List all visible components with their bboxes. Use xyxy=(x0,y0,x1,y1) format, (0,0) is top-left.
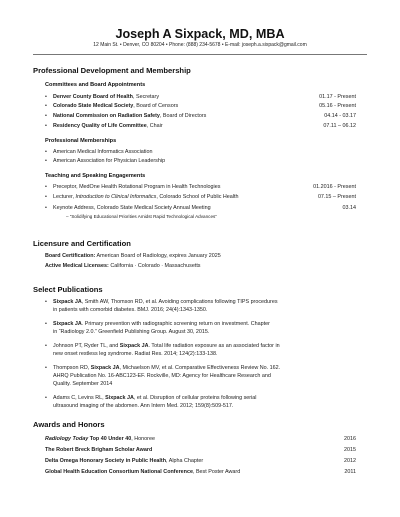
citation-text: Thompson RD, xyxy=(53,365,91,371)
course-title: Introduction to Clinical Informatics xyxy=(75,194,157,200)
citation-text: , Smith AW, Thomson RD, et al. Avoiding complications following TIPS procedures xyxy=(81,299,278,305)
contact-line: 12 Main St. • Denver, CO 80204 • Phone: (888) 234-5678 • E-mail: joseph.a.sixpack@gmail.com xyxy=(93,42,307,48)
citation-text: Quality. September 2014 xyxy=(53,381,113,387)
bullet: • xyxy=(45,343,47,349)
citation-line xyxy=(53,364,315,372)
award-name-suffix: Top 40 Under 40 xyxy=(88,436,132,442)
citation-line xyxy=(53,298,315,306)
committee-dates: 05.16 - Present xyxy=(319,103,356,109)
citation-text: AHRQ Publication No. 16-ABC123-EF. Rockville, MD: Agency for Healthcare Research and xyxy=(53,373,271,379)
bullet: • xyxy=(45,103,47,109)
section-heading-awards: Awards and Honors xyxy=(33,420,105,429)
award-year: 2015 xyxy=(344,447,356,453)
board-certification-value: American Board of Radiology, expires January 2025 xyxy=(95,253,221,259)
citation-line xyxy=(53,394,315,402)
section-heading-licensure: Licensure and Certification xyxy=(33,239,131,248)
teaching-dates: 03.14 xyxy=(342,205,356,211)
citation-text: ultrasound imaging of the abdomen. Ann Intern Med. 2012; 159(8):509-517. xyxy=(53,403,234,409)
publication-item xyxy=(45,394,315,410)
publication-citation xyxy=(45,342,315,358)
citation-text: in patients with comorbid diabetes. BMJ. 2016; 24(4):1343-1350. xyxy=(53,307,208,313)
medical-licenses-line xyxy=(45,262,356,270)
membership-item xyxy=(45,157,356,165)
publication-citation xyxy=(45,394,315,410)
bullet: • xyxy=(45,395,47,401)
citation-line xyxy=(53,402,315,410)
board-certification-label: Board Certification: xyxy=(45,253,96,259)
committee-role: , Secretary xyxy=(132,94,160,100)
teaching-item xyxy=(45,204,356,212)
award-year: 2016 xyxy=(344,436,356,442)
author-highlight: Sixpack JA xyxy=(53,299,82,305)
bullet: • xyxy=(45,149,47,155)
award-detail: , Honoree xyxy=(131,436,155,442)
award-detail: , Best Poster Award xyxy=(192,469,241,475)
subheading-teaching: Teaching and Speaking Engagements xyxy=(45,173,146,179)
subheading-committees: Committees and Board Appointments xyxy=(45,82,146,88)
committee-dates: 04.14 - 03.17 xyxy=(324,113,356,119)
author-highlight: Sixpack JA xyxy=(119,343,149,349)
teaching-role: Lecturer, xyxy=(53,194,76,200)
committee-dates: 01.17 - Present xyxy=(319,94,356,100)
bullet: • xyxy=(45,158,47,164)
medical-licenses-label: Active Medical Licenses: xyxy=(45,263,109,269)
bullet: • xyxy=(45,365,47,371)
publication-citation xyxy=(45,364,315,388)
citation-line xyxy=(53,320,315,328)
section-heading-publications: Select Publications xyxy=(33,285,103,294)
bullet: • xyxy=(45,123,47,129)
award-item xyxy=(45,435,356,443)
committee-item xyxy=(45,102,356,110)
keynote-title-note: – “Solidifying Educational Priorities Amidst Rapid Technological Advances” xyxy=(66,214,217,219)
teaching-dates: 07.15 – Present xyxy=(317,194,356,200)
publication-item xyxy=(45,320,315,336)
citation-text: Johnson PT, Ryder TL, and xyxy=(53,343,120,349)
membership-name: American Association for Physician Leadership xyxy=(53,158,166,164)
board-certification-line xyxy=(45,252,356,260)
award-item xyxy=(45,468,356,476)
committee-item xyxy=(45,122,356,130)
teaching-role: Keynote Address, Colorado State Medical Society Annual Meeting xyxy=(53,205,211,211)
bullet: • xyxy=(45,184,47,190)
header-divider xyxy=(33,54,367,55)
award-detail: , Alpha Chapter xyxy=(166,458,204,464)
teaching-institution: , Colorado School of Public Health xyxy=(156,194,239,200)
award-year: 2011 xyxy=(344,469,356,475)
committee-name: Colorado State Medical Society xyxy=(53,103,134,109)
citation-line xyxy=(53,372,315,380)
teaching-item xyxy=(45,183,356,191)
committee-role: , Board of Censors xyxy=(133,103,179,109)
award-item xyxy=(45,446,356,454)
author-highlight: Sixpack JA xyxy=(53,321,82,327)
committee-role: , Chair xyxy=(146,123,163,129)
section-heading-professional-development: Professional Development and Membership xyxy=(33,66,191,75)
award-name: Radiology Today xyxy=(45,436,89,442)
publication-item xyxy=(45,298,315,314)
committee-name: Denver County Board of Health xyxy=(53,94,133,100)
citation-text: in “Radiology 2.0.” Greenfield Publishing Group. August 30, 2015. xyxy=(53,329,210,335)
award-name: The Robert Breck Brigham Scholar Award xyxy=(45,447,153,453)
teaching-role: Preceptor, MedOne Health Rotational Program in Health Technologies xyxy=(53,184,221,190)
publication-citation xyxy=(45,298,315,314)
author-highlight: Sixpack JA xyxy=(105,395,134,401)
citation-text: . Total life radiation exposure as an associated factor in xyxy=(148,343,280,349)
author-highlight: Sixpack JA xyxy=(90,365,120,371)
committee-name: Residency Quality of Life Committee xyxy=(53,123,147,129)
award-name: Delta Omega Honorary Society in Public Health xyxy=(45,458,167,464)
subheading-memberships: Professional Memberships xyxy=(45,138,117,144)
award-year: 2012 xyxy=(344,458,356,464)
membership-item xyxy=(45,148,356,156)
citation-text: , et al. Disruption of cellular proteins following serial xyxy=(133,395,257,401)
publication-item xyxy=(45,364,315,388)
committee-item xyxy=(45,93,356,101)
citation-line xyxy=(53,342,315,350)
award-name: Global Health Education Consortium National Conference xyxy=(45,469,193,475)
committee-name: National Commission on Radiation Safety xyxy=(53,113,160,119)
citation-text: Adams C, Levins RL, xyxy=(53,395,106,401)
committee-dates: 07.11 – 06.12 xyxy=(323,123,356,129)
citation-line xyxy=(53,306,315,314)
bullet: • xyxy=(45,113,47,119)
candidate-name: Joseph A Sixpack, MD, MBA xyxy=(115,27,285,41)
citation-line xyxy=(53,380,315,388)
citation-line xyxy=(53,350,315,358)
teaching-dates: 01.2016 - Present xyxy=(313,184,356,190)
publication-item xyxy=(45,342,315,358)
bullet: • xyxy=(45,299,47,305)
membership-name: American Medical Informatics Association xyxy=(53,149,153,155)
bullet: • xyxy=(45,94,47,100)
bullet: • xyxy=(45,321,47,327)
award-item xyxy=(45,457,356,465)
citation-text: . Primary prevention with radiographic screening return on investment. Chapter xyxy=(81,321,270,327)
teaching-item xyxy=(45,193,356,201)
citation-text: , Michaelson MV, et al. Comparative Effectiveness Review No. 162. xyxy=(119,365,281,371)
citation-text: new onset restless leg syndrome. Radiat Res. 2014; 124(2):133-138. xyxy=(53,351,218,357)
bullet: • xyxy=(45,194,47,200)
citation-line xyxy=(53,328,315,336)
committee-role: , Board of Directors xyxy=(159,113,207,119)
publication-citation xyxy=(45,320,315,336)
committee-item xyxy=(45,112,356,120)
bullet: • xyxy=(45,205,47,211)
medical-licenses-value: California · Colorado · Massachusetts xyxy=(108,263,201,269)
